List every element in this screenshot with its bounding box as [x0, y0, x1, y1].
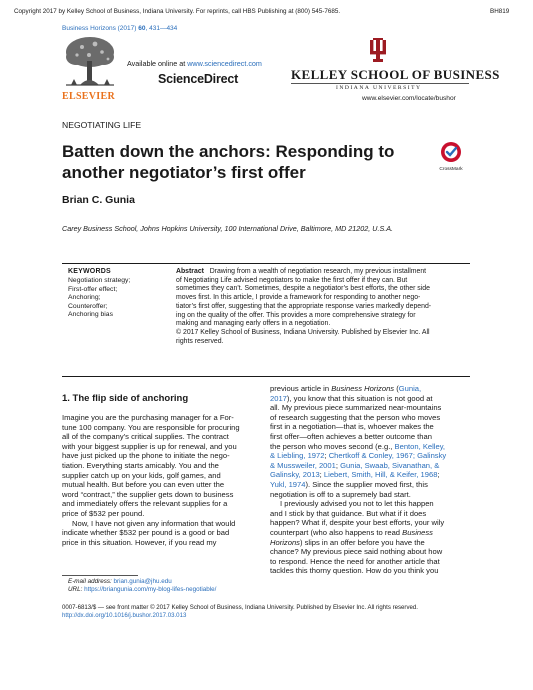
abstract-bottom-rule: [62, 376, 470, 377]
footnote-rule: [62, 575, 138, 576]
article-title: [62, 141, 442, 183]
sciencedirect-url[interactable]: www.sciencedirect.com: [187, 59, 262, 68]
article-code: BH819: [490, 8, 510, 15]
keywords-heading: KEYWORDS: [68, 268, 111, 275]
footer-line: 0007-6813/$ — see front matter © 2017 Kelley School of Business, Indiana University. Published by Elsevier Inc. All rights reserved.: [62, 604, 418, 611]
doi-link[interactable]: http://dx.doi.org/10.1016/j.bushor.2017.03.013: [62, 612, 187, 620]
text-line: tackles this thorny question. How do you think you: [270, 566, 439, 576]
text-line: all of the company’s critical supplies. The contract: [62, 432, 229, 442]
citation-link[interactable]: 2017: [270, 393, 287, 403]
left-column: [62, 413, 266, 547]
journal-locator-url[interactable]: www.elsevier.com/locate/bushor: [362, 95, 456, 102]
text-line: supplier catch up on your kids, golf games, and: [62, 470, 221, 480]
elsevier-logo[interactable]: [62, 35, 118, 102]
elsevier-tree-icon: [62, 35, 118, 87]
journal-italic: Business Horizons: [331, 384, 395, 393]
section-label: NEGOTIATING LIFE: [62, 120, 142, 130]
footnote-block: [68, 578, 216, 594]
citation-link[interactable]: & Liebling, 1972: [270, 451, 325, 461]
text-line: happen? What if, despite your best efforts, your wily: [270, 518, 445, 528]
right-column: [270, 384, 474, 576]
text-line: previous article in Business Horizons (Gunia,: [270, 384, 422, 393]
keyword-item: First-offer effect;: [68, 285, 118, 293]
abstract-line: sometimes they can’t. Sometimes, despite a negotiator’s best efforts, the other side: [176, 285, 430, 293]
footer-block: [62, 604, 418, 620]
citation-link[interactable]: Liebert, Smith, Hill, & Keifer, 1968: [323, 470, 438, 480]
citation-link[interactable]: Chertkoff & Conley, 1967; Galinsky: [328, 451, 447, 461]
email-link[interactable]: brian.gunia@jhu.edu: [113, 578, 172, 585]
elsevier-wordmark: ELSEVIER: [62, 91, 115, 102]
text-line: mutual health. But before you can even utter the: [62, 480, 225, 490]
crossmark-icon: [440, 141, 462, 163]
text-line: Yukl, 1974). Since the supplier moved first, this: [270, 479, 428, 489]
text-line: and I stick by that guidance. But what if it does: [270, 508, 427, 518]
text-line: I previously advised you not to let this happen: [280, 499, 434, 509]
kelley-school-name: KELLEY SCHOOL OF BUSINESS: [291, 67, 500, 82]
footnote-url: URL: https://briangunia.com/my-blog-lifes-negotiable/: [68, 586, 217, 593]
abstract-line: ing on the quality of the offer. This provides a more comprehensive strategy for: [176, 311, 416, 319]
text-line: tiation. Everything starts amicably. You and the: [62, 460, 219, 470]
text-line: with your biggest supplier is up for renewal, and you: [62, 441, 237, 451]
text-line: Horizons) slips in an offer before you have the: [270, 537, 425, 547]
copyright-line: Copyright 2017 by Kelley School of Business, Indiana University. For reprints, call HBS Publishing at (800) 545-7685.: [14, 8, 341, 15]
text-line: 2017), you know that this situation is not good at: [270, 393, 433, 403]
available-online: [127, 59, 262, 68]
text-line: indicate whether $532 per pound is a good or bad: [62, 528, 230, 538]
abstract-line: moves first. In this article, I provide a framework for responding to another nego-: [176, 294, 421, 302]
abstract-line: making and managing early offers in a negotiation.: [176, 320, 331, 328]
text-line: have just picked up the phone to initiate the nego-: [62, 451, 230, 461]
citation-link[interactable]: Gunia,: [398, 384, 422, 393]
text-line: price in this situation. However, if you read my: [62, 537, 217, 547]
abstract-copyright: rights reserved.: [176, 337, 224, 345]
abstract-block: [176, 268, 464, 346]
text-line: & Mussweiler, 2001; Gunia, Swaab, Sivanathan, &: [270, 460, 440, 470]
text-line: the person who moves second (e.g., Benton, Kelley,: [270, 441, 446, 451]
crossmark-badge[interactable]: [434, 141, 468, 172]
title-line-1: Batten down the anchors: Responding to: [62, 142, 395, 161]
crossmark-label: CrossMark: [439, 167, 463, 172]
abstract-line: of Negotiating Life advised negotiators to make the first offer if they can. But: [176, 276, 408, 284]
text-line: & Liebling, 1972; Chertkoff & Conley, 1967; Galinsky: [270, 451, 447, 461]
citation-link[interactable]: Benton, Kelley,: [394, 441, 446, 451]
text-line: negotiation is off to a supremely bad start.: [270, 489, 411, 499]
journal-citation[interactable]: [62, 25, 177, 32]
citation-link[interactable]: & Mussweiler, 2001: [270, 460, 336, 470]
text-line: Galinsky, 2013; Liebert, Smith, Hill, & Keifer, 1968;: [270, 470, 440, 480]
abstract-top-rule: [62, 263, 470, 264]
author-name[interactable]: Brian C. Gunia: [62, 194, 135, 206]
sciencedirect-logo[interactable]: ScienceDirect: [158, 72, 239, 86]
journal-volume: 60: [138, 25, 146, 32]
section-heading: 1. The flip side of anchoring: [62, 393, 189, 404]
keyword-item: Anchoring bias: [68, 311, 113, 319]
paragraph: [62, 413, 266, 519]
citation-link[interactable]: Galinsky, 2013: [270, 470, 320, 480]
keywords-block: [68, 268, 168, 320]
abstract-line: tiator’s first offer, suggesting that the appropriate response varies markedly depend-: [176, 302, 432, 310]
text-line: word “contract,” the supplier gets down to business: [62, 489, 234, 499]
text-line: chance? My previous piece said nothing about how: [270, 547, 443, 557]
title-line-2: another negotiator’s first offer: [62, 163, 306, 182]
text-line: counterpart (who also happens to read Business: [270, 527, 433, 537]
abstract-copyright: © 2017 Kelley School of Business, Indiana University. Published by Elsevier Inc. All: [176, 328, 430, 336]
text-line: Imagine you are the purchasing manager for a For-: [62, 413, 234, 422]
iu-logo: [368, 38, 388, 67]
kelley-divider: [291, 83, 469, 84]
journal-name: Business Horizons (2017): [62, 25, 137, 32]
keyword-item: Anchoring;: [68, 294, 101, 302]
text-line: all. My previous piece summarized near-mountains: [270, 403, 442, 413]
url-link[interactable]: https://briangunia.com/my-blog-lifes-negotiable/: [84, 586, 217, 593]
citation-link[interactable]: Gunia, Swaab, Sivanathan, &: [340, 460, 440, 470]
text-line: first offer—often achieves a better outcome than: [270, 431, 432, 441]
available-prefix: Available online at: [127, 59, 186, 68]
journal-pages: , 431—434: [145, 25, 178, 32]
citation-link[interactable]: Yukl, 1974: [270, 479, 306, 489]
author-affiliation: Carey Business School, Johns Hopkins University, 100 International Drive, Baltimore, MD 21202, U.S.A.: [62, 224, 394, 233]
text-line: price of $532 per pound.: [62, 508, 145, 518]
journal-italic: Horizons: [270, 537, 300, 547]
keyword-item: Counteroffer;: [68, 302, 108, 310]
text-line: and immediately offers the relevant supplies for a: [62, 499, 228, 509]
text-line: to respond. Hence the need for another article that: [270, 556, 440, 566]
indiana-university-label: INDIANA UNIVERSITY: [336, 85, 422, 91]
journal-italic: Business: [402, 527, 433, 537]
text-line: tune 100 company. You are responsible for procuring: [62, 422, 240, 432]
text-line: Now, I have not given any information that would: [72, 518, 236, 528]
paragraph: [62, 519, 266, 548]
abstract-line: Drawing from a wealth of negotiation research, my previous installment: [209, 268, 427, 275]
abstract-label: Abstract: [176, 268, 204, 275]
text-line: first in a negotiation—that is, whoever makes the: [270, 422, 434, 432]
iu-trident-icon: [368, 38, 388, 62]
keyword-item: Negotiation strategy;: [68, 277, 131, 284]
text-line: of research suggesting that the person who moves: [270, 412, 441, 422]
footnote-email: E-mail address: brian.gunia@jhu.edu: [68, 578, 172, 585]
